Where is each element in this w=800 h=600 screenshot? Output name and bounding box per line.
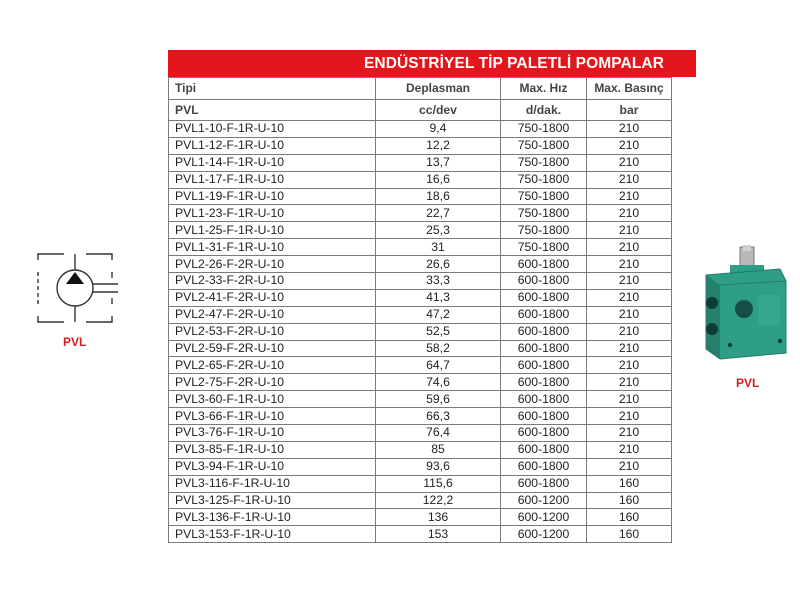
image-label: PVL — [736, 376, 760, 390]
table-row — [169, 188, 672, 205]
cell-type: PVL3-94-F-1R-U-10 — [169, 458, 376, 475]
cell-displacement: 41,3 — [376, 289, 501, 306]
table-row — [169, 509, 672, 526]
header-displacement: Deplasman — [376, 78, 501, 100]
cell-max-pressure: 210 — [587, 205, 672, 222]
cell-type: PVL2-53-F-2R-U-10 — [169, 323, 376, 340]
cell-max-pressure: 210 — [587, 441, 672, 458]
cell-type: PVL3-85-F-1R-U-10 — [169, 441, 376, 458]
header-type: Tipi — [169, 78, 376, 100]
table-row — [169, 441, 672, 458]
cell-max-speed: 750-1800 — [501, 205, 587, 222]
cell-displacement: 136 — [376, 509, 501, 526]
cell-max-pressure: 210 — [587, 256, 672, 273]
cell-displacement: 64,7 — [376, 357, 501, 374]
cell-max-speed: 600-1800 — [501, 273, 587, 290]
cell-displacement: 66,3 — [376, 408, 501, 425]
table-units-row — [169, 100, 672, 121]
cell-max-pressure: 210 — [587, 137, 672, 154]
cell-displacement: 52,5 — [376, 323, 501, 340]
pump-spec-table — [168, 77, 672, 543]
cell-type: PVL3-153-F-1R-U-10 — [169, 526, 376, 543]
cell-max-pressure: 210 — [587, 374, 672, 391]
cell-type: PVL3-136-F-1R-U-10 — [169, 509, 376, 526]
cell-max-speed: 750-1800 — [501, 154, 587, 171]
cell-displacement: 25,3 — [376, 222, 501, 239]
table-row — [169, 222, 672, 239]
cell-displacement: 93,6 — [376, 458, 501, 475]
table-row — [169, 239, 672, 256]
cell-displacement: 74,6 — [376, 374, 501, 391]
table-row — [169, 357, 672, 374]
table-row — [169, 425, 672, 442]
table-row — [169, 323, 672, 340]
cell-type: PVL3-76-F-1R-U-10 — [169, 425, 376, 442]
cell-max-pressure: 210 — [587, 340, 672, 357]
table-header-row — [169, 78, 672, 100]
table-row — [169, 121, 672, 138]
cell-max-pressure: 210 — [587, 289, 672, 306]
cell-max-pressure: 160 — [587, 492, 672, 509]
cell-type: PVL1-10-F-1R-U-10 — [169, 121, 376, 138]
table-row — [169, 374, 672, 391]
table-row — [169, 458, 672, 475]
cell-max-pressure: 210 — [587, 408, 672, 425]
cell-max-speed: 600-1800 — [501, 256, 587, 273]
cell-type: PVL2-75-F-2R-U-10 — [169, 374, 376, 391]
cell-max-pressure: 210 — [587, 273, 672, 290]
cell-max-pressure: 160 — [587, 509, 672, 526]
cell-max-pressure: 210 — [587, 357, 672, 374]
cell-type: PVL1-31-F-1R-U-10 — [169, 239, 376, 256]
title-bar — [168, 50, 696, 77]
header-max-speed: Max. Hız — [501, 78, 587, 100]
cell-type: PVL1-14-F-1R-U-10 — [169, 154, 376, 171]
cell-type: PVL3-60-F-1R-U-10 — [169, 391, 376, 408]
cell-max-speed: 600-1800 — [501, 374, 587, 391]
vane-pump-image — [700, 245, 790, 365]
cell-max-speed: 600-1200 — [501, 509, 587, 526]
cell-max-speed: 750-1800 — [501, 121, 587, 138]
cell-max-pressure: 210 — [587, 121, 672, 138]
cell-displacement: 153 — [376, 526, 501, 543]
unit-pressure: bar — [587, 100, 672, 121]
cell-displacement: 58,2 — [376, 340, 501, 357]
unit-speed: d/dak. — [501, 100, 587, 121]
cell-max-speed: 600-1800 — [501, 357, 587, 374]
page-title: ENDÜSTRİYEL TİP PALETLİ POMPALAR — [363, 55, 664, 72]
cell-type: PVL1-17-F-1R-U-10 — [169, 171, 376, 188]
cell-max-pressure: 210 — [587, 171, 672, 188]
cell-max-pressure: 210 — [587, 306, 672, 323]
cell-max-speed: 600-1200 — [501, 526, 587, 543]
table-row — [169, 306, 672, 323]
cell-displacement: 33,3 — [376, 273, 501, 290]
table-row — [169, 137, 672, 154]
cell-displacement: 22,7 — [376, 205, 501, 222]
cell-type: PVL2-26-F-2R-U-10 — [169, 256, 376, 273]
cell-type: PVL3-116-F-1R-U-10 — [169, 475, 376, 492]
cell-type: PVL3-125-F-1R-U-10 — [169, 492, 376, 509]
cell-max-speed: 750-1800 — [501, 239, 587, 256]
cell-max-pressure: 210 — [587, 323, 672, 340]
cell-max-speed: 750-1800 — [501, 171, 587, 188]
cell-max-pressure: 160 — [587, 526, 672, 543]
cell-type: PVL2-41-F-2R-U-10 — [169, 289, 376, 306]
table-row — [169, 289, 672, 306]
cell-displacement: 115,6 — [376, 475, 501, 492]
cell-max-speed: 600-1800 — [501, 340, 587, 357]
cell-max-speed: 600-1800 — [501, 306, 587, 323]
cell-max-pressure: 210 — [587, 222, 672, 239]
table-row — [169, 205, 672, 222]
cell-displacement: 85 — [376, 441, 501, 458]
cell-max-speed: 600-1800 — [501, 441, 587, 458]
cell-max-speed: 750-1800 — [501, 188, 587, 205]
cell-max-speed: 750-1800 — [501, 137, 587, 154]
cell-max-pressure: 210 — [587, 154, 672, 171]
cell-max-pressure: 210 — [587, 425, 672, 442]
cell-displacement: 18,6 — [376, 188, 501, 205]
table-row — [169, 154, 672, 171]
cell-max-pressure: 210 — [587, 239, 672, 256]
table-row — [169, 475, 672, 492]
cell-displacement: 122,2 — [376, 492, 501, 509]
cell-displacement: 12,2 — [376, 137, 501, 154]
cell-max-speed: 600-1800 — [501, 475, 587, 492]
table-row — [169, 492, 672, 509]
series-label: PVL — [169, 100, 376, 121]
cell-displacement: 16,6 — [376, 171, 501, 188]
cell-max-speed: 600-1800 — [501, 458, 587, 475]
cell-displacement: 59,6 — [376, 391, 501, 408]
cell-type: PVL1-19-F-1R-U-10 — [169, 188, 376, 205]
cell-type: PVL2-33-F-2R-U-10 — [169, 273, 376, 290]
cell-max-speed: 750-1800 — [501, 222, 587, 239]
table-row — [169, 171, 672, 188]
cell-max-speed: 600-1800 — [501, 408, 587, 425]
table-row — [169, 526, 672, 543]
table-row — [169, 340, 672, 357]
header-max-pressure: Max. Basınç — [587, 78, 672, 100]
table-row — [169, 391, 672, 408]
pump-symbol-icon — [30, 248, 120, 328]
table-row — [169, 408, 672, 425]
table-row — [169, 273, 672, 290]
cell-type: PVL2-65-F-2R-U-10 — [169, 357, 376, 374]
cell-max-pressure: 210 — [587, 458, 672, 475]
cell-type: PVL3-66-F-1R-U-10 — [169, 408, 376, 425]
cell-max-speed: 600-1800 — [501, 391, 587, 408]
cell-type: PVL2-47-F-2R-U-10 — [169, 306, 376, 323]
cell-displacement: 76,4 — [376, 425, 501, 442]
symbol-label: PVL — [63, 335, 87, 349]
cell-displacement: 13,7 — [376, 154, 501, 171]
table-row — [169, 256, 672, 273]
cell-displacement: 31 — [376, 239, 501, 256]
cell-displacement: 26,6 — [376, 256, 501, 273]
cell-max-pressure: 210 — [587, 188, 672, 205]
cell-max-speed: 600-1800 — [501, 289, 587, 306]
cell-type: PVL2-59-F-2R-U-10 — [169, 340, 376, 357]
cell-max-speed: 600-1800 — [501, 425, 587, 442]
cell-displacement: 9,4 — [376, 121, 501, 138]
cell-max-speed: 600-1800 — [501, 323, 587, 340]
cell-type: PVL1-25-F-1R-U-10 — [169, 222, 376, 239]
cell-max-pressure: 210 — [587, 391, 672, 408]
cell-type: PVL1-12-F-1R-U-10 — [169, 137, 376, 154]
cell-max-pressure: 160 — [587, 475, 672, 492]
cell-max-speed: 600-1200 — [501, 492, 587, 509]
cell-type: PVL1-23-F-1R-U-10 — [169, 205, 376, 222]
unit-displacement: cc/dev — [376, 100, 501, 121]
cell-displacement: 47,2 — [376, 306, 501, 323]
